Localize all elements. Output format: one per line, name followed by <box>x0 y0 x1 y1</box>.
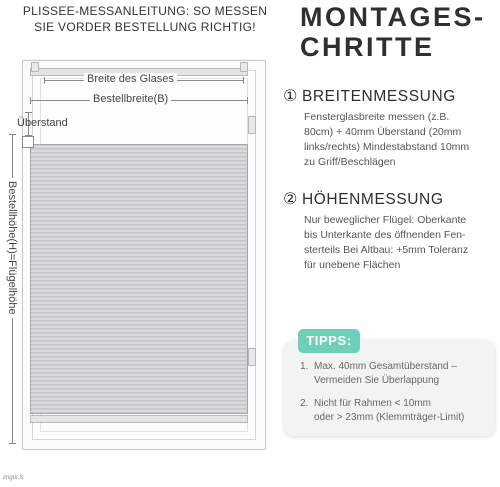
step-2-title-text: HÖHENMESSUNG <box>301 191 444 208</box>
step-2-line: für unebene Flächen <box>304 259 401 271</box>
overhang-marker <box>22 136 34 148</box>
step-2-title <box>283 189 444 209</box>
rail-end-cap-right <box>240 62 248 72</box>
instruction-header-line-2: SIE VORDER BESTELLUNG RICHTIG! <box>34 20 256 34</box>
step-1-line: Fensterglasbreite messen (z.B. <box>304 111 450 123</box>
tip-number: 2. <box>300 398 309 409</box>
step-1-title-text: BREITENMESSUNG <box>301 88 456 105</box>
step-2-line: sterteils Bei Altbau: +5mm Toleranz <box>304 244 469 256</box>
tip-item-1 <box>300 360 496 387</box>
step-1-title <box>283 86 456 106</box>
page-title <box>300 2 486 62</box>
overhang-label: Überstand <box>17 117 68 129</box>
window-diagram <box>0 48 280 478</box>
order-width-label: Bestellbreite(B) <box>90 93 171 105</box>
instruction-header-line-1: PLISSEE-MESSANLEITUNG: SO MESSEN <box>22 4 268 18</box>
tip-text-line-2: oder > 23mm (Klemmträger-Limit) <box>314 411 465 423</box>
order-height-label: Bestellhöhe(H)=Flügelhöhe <box>6 178 18 318</box>
step-1-line: 80cm) + 40mm Überstand (20mm <box>304 126 462 138</box>
tip-text-line-1: Max. 40mm Gesamtüberstand – <box>314 361 457 372</box>
page-title-line-2: CHRITTE <box>300 32 435 62</box>
step-2-line: Nur beweglicher Flügel: Oberkante <box>304 214 467 226</box>
step-1-description <box>304 110 498 170</box>
pleated-blind-fabric <box>30 144 248 414</box>
rail-end-cap-left <box>31 62 39 72</box>
step-1-number-icon: ① <box>283 88 298 105</box>
step-1-line: zu Griff/Beschlägen <box>304 156 396 168</box>
tip-text-line-1: Nicht für Rahmen < 10mm <box>314 398 431 409</box>
tip-item-2 <box>300 397 496 424</box>
glass-width-label: Breite des Glases <box>84 73 177 85</box>
step-2-description <box>304 213 498 273</box>
page-title-line-1: MONTAGES- <box>300 2 486 32</box>
tips-badge: TIPPS: <box>298 329 360 353</box>
tip-number: 1. <box>300 361 309 372</box>
blind-bottom-rail <box>30 415 248 423</box>
step-2-line: bis Unterkante des öffnenden Fen- <box>304 229 466 241</box>
step-2-number-icon: ② <box>283 191 298 208</box>
clamp-bracket-bottom <box>248 348 256 366</box>
tip-text-line-2: Vermeiden Sie Überlappung <box>314 374 440 386</box>
clamp-bracket-top <box>248 116 256 134</box>
instruction-header <box>10 3 280 35</box>
step-1-line: links/rechts) Mindestabstand 10mm <box>304 141 470 153</box>
watermark: imgur.ls <box>3 475 24 481</box>
